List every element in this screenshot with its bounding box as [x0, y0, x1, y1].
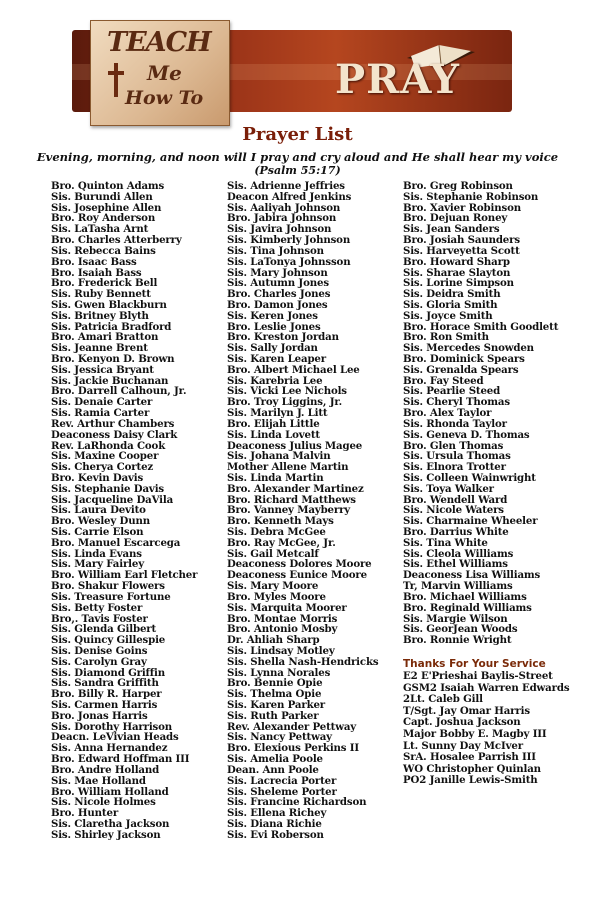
prayer-list-name: Sis. Kimberly Johnson: [227, 234, 351, 247]
prayer-list-name: Bro. Elijah Little: [227, 417, 320, 430]
prayer-list-name: Bro. Fay Steed: [403, 374, 484, 387]
prayer-list-name: Sis. Nancy Pettway: [227, 731, 332, 744]
prayer-list-name: Sis. Ethel Williams: [403, 558, 508, 571]
prayer-list-name: Sis. Mercedes Snowden: [403, 342, 534, 355]
prayer-list-name: Sis. Keren Jones: [227, 309, 318, 322]
prayer-list-name: Bro. Myles Moore: [227, 590, 326, 603]
service-member-name: PO2 Janille Lewis-Smith: [403, 774, 538, 787]
prayer-list-name: Sis. Cherya Cortez: [51, 461, 154, 474]
prayer-list-name: Sis. Mary Moore: [227, 580, 319, 593]
prayer-list-name: Bro. Jonas Harris: [51, 709, 148, 722]
prayer-list-name: Sis. Marquita Moorer: [227, 601, 347, 614]
prayer-list-name: Sis. Gail Metcalf: [227, 547, 319, 560]
prayer-list-name: Bro. Quinton Adams: [51, 180, 165, 192]
prayer-list-name: Sis. Maxine Cooper: [51, 450, 159, 463]
service-member-name: Capt. Joshua Jackson: [403, 716, 521, 729]
service-member-name: WO Christopher Quinlan: [403, 762, 541, 775]
prayer-list-name: Deaconess Eunice Moore: [227, 569, 367, 582]
prayer-list-name: Bro. Greg Robinson: [403, 180, 513, 192]
prayer-list-name: Sis. Jacqueline DaVila: [51, 493, 174, 506]
prayer-list-name: Bro. Troy Liggins, Jr.: [227, 396, 343, 409]
prayer-list-name: Rev. Alexander Pettway: [227, 720, 357, 733]
prayer-list-name: Bro. Bennie Opie: [227, 677, 323, 690]
prayer-list-name: Sis. Rebecca Bains: [51, 244, 156, 257]
prayer-list-name: Bro. Vanney Mayberry: [227, 504, 351, 517]
prayer-list-name: Sis. Lorine Simpson: [403, 277, 514, 290]
prayer-list-column-1: [51, 181, 197, 841]
teach-me-how-to-logo: [90, 20, 230, 126]
prayer-list-name: Bro. Alex Taylor: [403, 407, 492, 420]
prayer-list-name: Bro. Reginald Williams: [403, 601, 532, 614]
service-member-name: Lt. Sunny Day McIver: [403, 739, 523, 752]
prayer-list-name: Bro. Antonio Mosby: [227, 623, 338, 636]
prayer-list-name: Deacon Alfred Jenkins: [227, 190, 352, 203]
prayer-list-name: Bro. Dejuan Roney: [403, 212, 508, 225]
service-member-name: SrA. Hosalee Parrish III: [403, 751, 536, 764]
prayer-list-name: Sis. Karen Parker: [227, 699, 326, 711]
prayer-list-name: Bro. Frederick Bell: [51, 277, 158, 290]
prayer-list-name: Sis. Gloria Smith: [403, 298, 498, 311]
prayer-list-name: Rev. LaRhonda Cook: [51, 439, 166, 452]
prayer-list-name: Sis. Sandra Griffith: [51, 677, 159, 690]
logo-teach-text: TEACH: [107, 27, 211, 58]
prayer-list-name: Sis. Margie Wilson: [403, 612, 508, 625]
prayer-list-name: Bro,. Tavis Foster: [51, 612, 148, 625]
prayer-list-name: Sis. Thelma Opie: [227, 688, 322, 701]
service-member-name: GSM2 Isaiah Warren Edwards: [403, 681, 570, 694]
prayer-list-name: Sis. Britney Blyth: [51, 309, 149, 322]
prayer-list-name: Bro. William Earl Fletcher: [51, 569, 198, 582]
prayer-list-name: Sis. Shirley Jackson: [51, 828, 161, 841]
prayer-list-name: Sis. Sharae Slayton: [403, 266, 511, 279]
prayer-list-name: Bro. Wendell Ward: [403, 493, 508, 506]
prayer-list-name: Sis. Autumn Jones: [227, 277, 329, 290]
prayer-list-name: Dean. Ann Poole: [227, 763, 319, 776]
prayer-list-name: Sis. Marilyn J. Litt: [227, 407, 328, 420]
prayer-list-name: Sis. Sheleme Porter: [227, 785, 337, 798]
prayer-list-name: Bro. Kenneth Mays: [227, 515, 334, 528]
prayer-list-name: Sis. Stephanie Davis: [51, 482, 164, 495]
prayer-list-name: Sis. Laura Devito: [51, 504, 146, 517]
prayer-list-name: Mother Allene Martin: [227, 461, 349, 474]
prayer-list-name: Sis. Shella Nash-Hendricks: [227, 655, 379, 668]
prayer-list-name: Sis. Nicole Waters: [403, 504, 504, 517]
service-member-name: E2 E'Prieshai Baylis-Street: [403, 670, 553, 682]
prayer-list-name: Deaconess Julius Magee: [227, 439, 363, 452]
thanks-heading: Thanks For Your Service: [403, 658, 546, 670]
prayer-list-name: Sis. Karebria Lee: [227, 374, 323, 387]
prayer-list-name: Sis. Diana Richie: [227, 817, 322, 830]
prayer-list-name: Sis. Carmen Harris: [51, 699, 158, 711]
page-title: Prayer List: [242, 124, 353, 145]
prayer-list-name: Sis. Ruby Bennett: [51, 288, 151, 301]
prayer-list-name: Sis. Linda Evans: [51, 547, 142, 560]
prayer-list-name: Bro. Kenyon D. Brown: [51, 353, 175, 365]
cross-icon: [107, 63, 125, 97]
prayer-list-name: Bro. Kreston Jordan: [227, 331, 339, 344]
prayer-list-name: Bro. Josiah Saunders: [403, 234, 520, 247]
service-member-name: T/Sgt. Jay Omar Harris: [403, 704, 530, 717]
prayer-list-name: Bro. Shakur Flowers: [51, 580, 165, 593]
prayer-list-name: Sis. Carrie Elson: [51, 526, 144, 538]
prayer-list-name: Sis. Tina White: [403, 536, 488, 549]
prayer-list-name: Bro. Isaac Bass: [51, 255, 137, 268]
scripture-verse: Evening, morning, and noon will I pray and cry aloud and He shall hear my voice: [36, 150, 559, 164]
prayer-list-name: Sis. Jackie Buchanan: [51, 374, 169, 387]
prayer-list-name: Bro. Isaiah Bass: [51, 266, 142, 279]
prayer-list-name: Bro. Howard Sharp: [403, 255, 510, 268]
prayer-list-name: Bro. Ronnie Wright: [403, 634, 512, 647]
prayer-list-name: Sis. Charmaine Wheeler: [403, 515, 538, 528]
prayer-list-name: Bro. Darrell Calhoun, Jr.: [51, 385, 187, 398]
prayer-list-column-2: [227, 181, 378, 841]
prayer-list-name: Sis. Javira Johnson: [227, 223, 332, 236]
service-members-list: [403, 671, 569, 787]
prayer-list-name: Sis. Jessica Bryant: [51, 363, 154, 376]
prayer-list-column-3: [403, 181, 558, 646]
prayer-list-name: Sis. Nicole Holmes: [51, 796, 156, 809]
prayer-list-name: Bro. Albert Michael Lee: [227, 363, 360, 376]
prayer-list-name: Sis. Lynna Norales: [227, 666, 331, 679]
prayer-list-name: Bro. Ron Smith: [403, 331, 489, 344]
prayer-list-name: Rev. Arthur Chambers: [51, 417, 175, 430]
prayer-list-name: Bro. Darrius White: [403, 526, 509, 538]
pray-heading: PRAY: [335, 56, 460, 103]
service-member-name: Major Bobby E. Magby III: [403, 727, 547, 740]
prayer-list-name: Sis. Linda Martin: [227, 471, 324, 484]
prayer-list-name: Sis. Josephine Allen: [51, 201, 162, 214]
scripture-reference: (Psalm 55:17): [254, 164, 341, 177]
prayer-list-name: Bro. Edward Hoffman III: [51, 753, 190, 766]
prayer-list-name: Sis. Cleola Williams: [403, 547, 514, 560]
prayer-list-name: Sis. Ursula Thomas: [403, 450, 511, 463]
prayer-list-name: Sis. Vicki Lee Nichols: [227, 385, 347, 398]
prayer-list-name: Sis. Ruth Parker: [227, 709, 319, 722]
prayer-list-name: Sis. Jeanne Brent: [51, 342, 148, 355]
prayer-list-name: Bro. Ray McGee, Jr.: [227, 536, 336, 549]
prayer-list-name: Bro. Glen Thomas: [403, 439, 504, 452]
prayer-list-name: Sis. Quincy Gillespie: [51, 634, 166, 647]
prayer-list-name: Sis. Deidra Smith: [403, 288, 501, 301]
prayer-list-name: Sis. Mae Holland: [51, 774, 146, 787]
prayer-list-name: Sis. Aaliyah Johnson: [227, 201, 341, 214]
prayer-list-name: Bro. Damon Jones: [227, 298, 328, 311]
prayer-list-name: Sis. Harveyetta Scott: [403, 244, 520, 257]
prayer-list-name: Sis. Karen Leaper: [227, 353, 326, 365]
prayer-list-name: Sis. Cheryl Thomas: [403, 396, 510, 409]
prayer-list-name: Deaconess Dolores Moore: [227, 558, 372, 571]
prayer-list-name: Sis. Lindsay Motley: [227, 644, 335, 657]
prayer-list-name: Bro. Horace Smith Goodlett: [403, 320, 559, 333]
prayer-list-name: Bro. Andre Holland: [51, 763, 160, 776]
prayer-list-name: Sis. Sally Jordan: [227, 342, 318, 355]
prayer-list-name: Bro. Charles Jones: [227, 288, 331, 301]
prayer-list-name: Sis. Patricia Bradford: [51, 320, 172, 333]
prayer-list-name: Sis. Jean Sanders: [403, 223, 500, 236]
prayer-list-name: Sis. Dorothy Harrison: [51, 720, 173, 733]
prayer-list-name: Sis. Geneva D. Thomas: [403, 428, 530, 441]
prayer-list-name: Bro. Amari Bratton: [51, 331, 159, 344]
prayer-list-name: Bro. Roy Anderson: [51, 212, 156, 225]
prayer-list-name: Deaconess Lisa Williams: [403, 569, 541, 582]
prayer-list-name: Sis. Ellena Richey: [227, 807, 327, 820]
prayer-list-name: Bro. Michael Williams: [403, 590, 527, 603]
prayer-list-name: Sis. Johana Malvin: [227, 450, 331, 463]
prayer-list-name: Sis. GeorJean Woods: [403, 623, 518, 636]
prayer-list-name: Sis. Treasure Fortune: [51, 590, 171, 603]
prayer-list-name: Dr. Ahliah Sharp: [227, 634, 320, 647]
prayer-list-name: Sis. Adrienne Jeffries: [227, 180, 345, 192]
prayer-list-name: Sis. Tina Johnson: [227, 244, 324, 257]
prayer-list-name: Sis. Elnora Trotter: [403, 461, 506, 474]
prayer-list-name: Bro. Wesley Dunn: [51, 515, 150, 528]
prayer-list-name: Sis. LaTonya Johnsson: [227, 255, 351, 268]
prayer-list-name: Sis. Rhonda Taylor: [403, 417, 507, 430]
prayer-list-name: Sis. Grenalda Spears: [403, 363, 519, 376]
prayer-list-name: Bro. Manuel Escarcega: [51, 536, 181, 549]
prayer-list-name: Sis. Lacrecia Porter: [227, 774, 337, 787]
prayer-list-name: Sis. Evi Roberson: [227, 828, 324, 841]
logo-me-text: Me: [147, 61, 182, 85]
prayer-list-name: Sis. Toya Walker: [403, 482, 494, 495]
prayer-list-name: Bro. Kevin Davis: [51, 471, 144, 484]
prayer-list-name: Sis. Joyce Smith: [403, 309, 493, 322]
prayer-list-name: Sis. Burundi Allen: [51, 190, 153, 203]
prayer-list-name: Sis. Debra McGee: [227, 526, 326, 538]
service-member-name: 2Lt. Caleb Gill: [403, 693, 483, 706]
prayer-list-name: Sis. Betty Foster: [51, 601, 143, 614]
prayer-list-name: Sis. Diamond Griffin: [51, 666, 165, 679]
prayer-list-name: Sis. Mary Johnson: [227, 266, 328, 279]
prayer-list-name: Sis. Denise Goins: [51, 644, 148, 657]
prayer-list-name: Tr, Marvin Williams: [403, 580, 513, 593]
prayer-list-name: Deaconess Daisy Clark: [51, 428, 178, 441]
prayer-list-name: Sis. Amelia Poole: [227, 753, 323, 766]
prayer-list-name: Sis. Francine Richardson: [227, 796, 367, 809]
prayer-list-name: Bro. William Holland: [51, 785, 169, 798]
prayer-list-name: Bro. Jabira Johnson: [227, 212, 337, 225]
prayer-list-name: Sis. Pearlie Steed: [403, 385, 501, 398]
prayer-list-name: Bro. Hunter: [51, 807, 119, 820]
prayer-list-name: Sis. Gwen Blackburn: [51, 298, 167, 311]
prayer-list-name: Sis. Stephanie Robinson: [403, 190, 539, 203]
prayer-list-name: Bro. Elexious Perkins II: [227, 742, 360, 755]
prayer-list-name: Sis. Claretha Jackson: [51, 817, 170, 830]
prayer-list-name: Sis. Denaie Carter: [51, 396, 153, 409]
prayer-list-name: Sis. Colleen Wainwright: [403, 471, 536, 484]
prayer-list-name: Sis. Carolyn Gray: [51, 655, 147, 668]
prayer-list-name: Bro. Alexander Martinez: [227, 482, 364, 495]
prayer-list-name: Sis. Mary Fairley: [51, 558, 145, 571]
prayer-list-name: Bro. Dominick Spears: [403, 353, 525, 365]
prayer-list-name: Bro. Xavier Robinson: [403, 201, 521, 214]
prayer-list-name: Bro. Billy R. Harper: [51, 688, 162, 701]
prayer-list-name: Deacn. LeVivian Heads: [51, 731, 179, 744]
prayer-list-name: Sis. Ramia Carter: [51, 407, 150, 420]
prayer-list-name: Sis. Linda Lovett: [227, 428, 320, 441]
prayer-list-name: Bro. Charles Atterberry: [51, 234, 182, 247]
prayer-list-name: Bro. Richard Matthews: [227, 493, 356, 506]
prayer-list-name: Bro. Montae Morris: [227, 612, 338, 625]
prayer-list-name: Sis. LaTasha Arnt: [51, 223, 149, 236]
logo-how-to-text: How To: [125, 87, 204, 109]
prayer-list-name: Sis. Glenda Gilbert: [51, 623, 157, 636]
prayer-list-name: Bro. Leslie Jones: [227, 320, 321, 333]
prayer-list-name: Sis. Anna Hernandez: [51, 742, 168, 755]
